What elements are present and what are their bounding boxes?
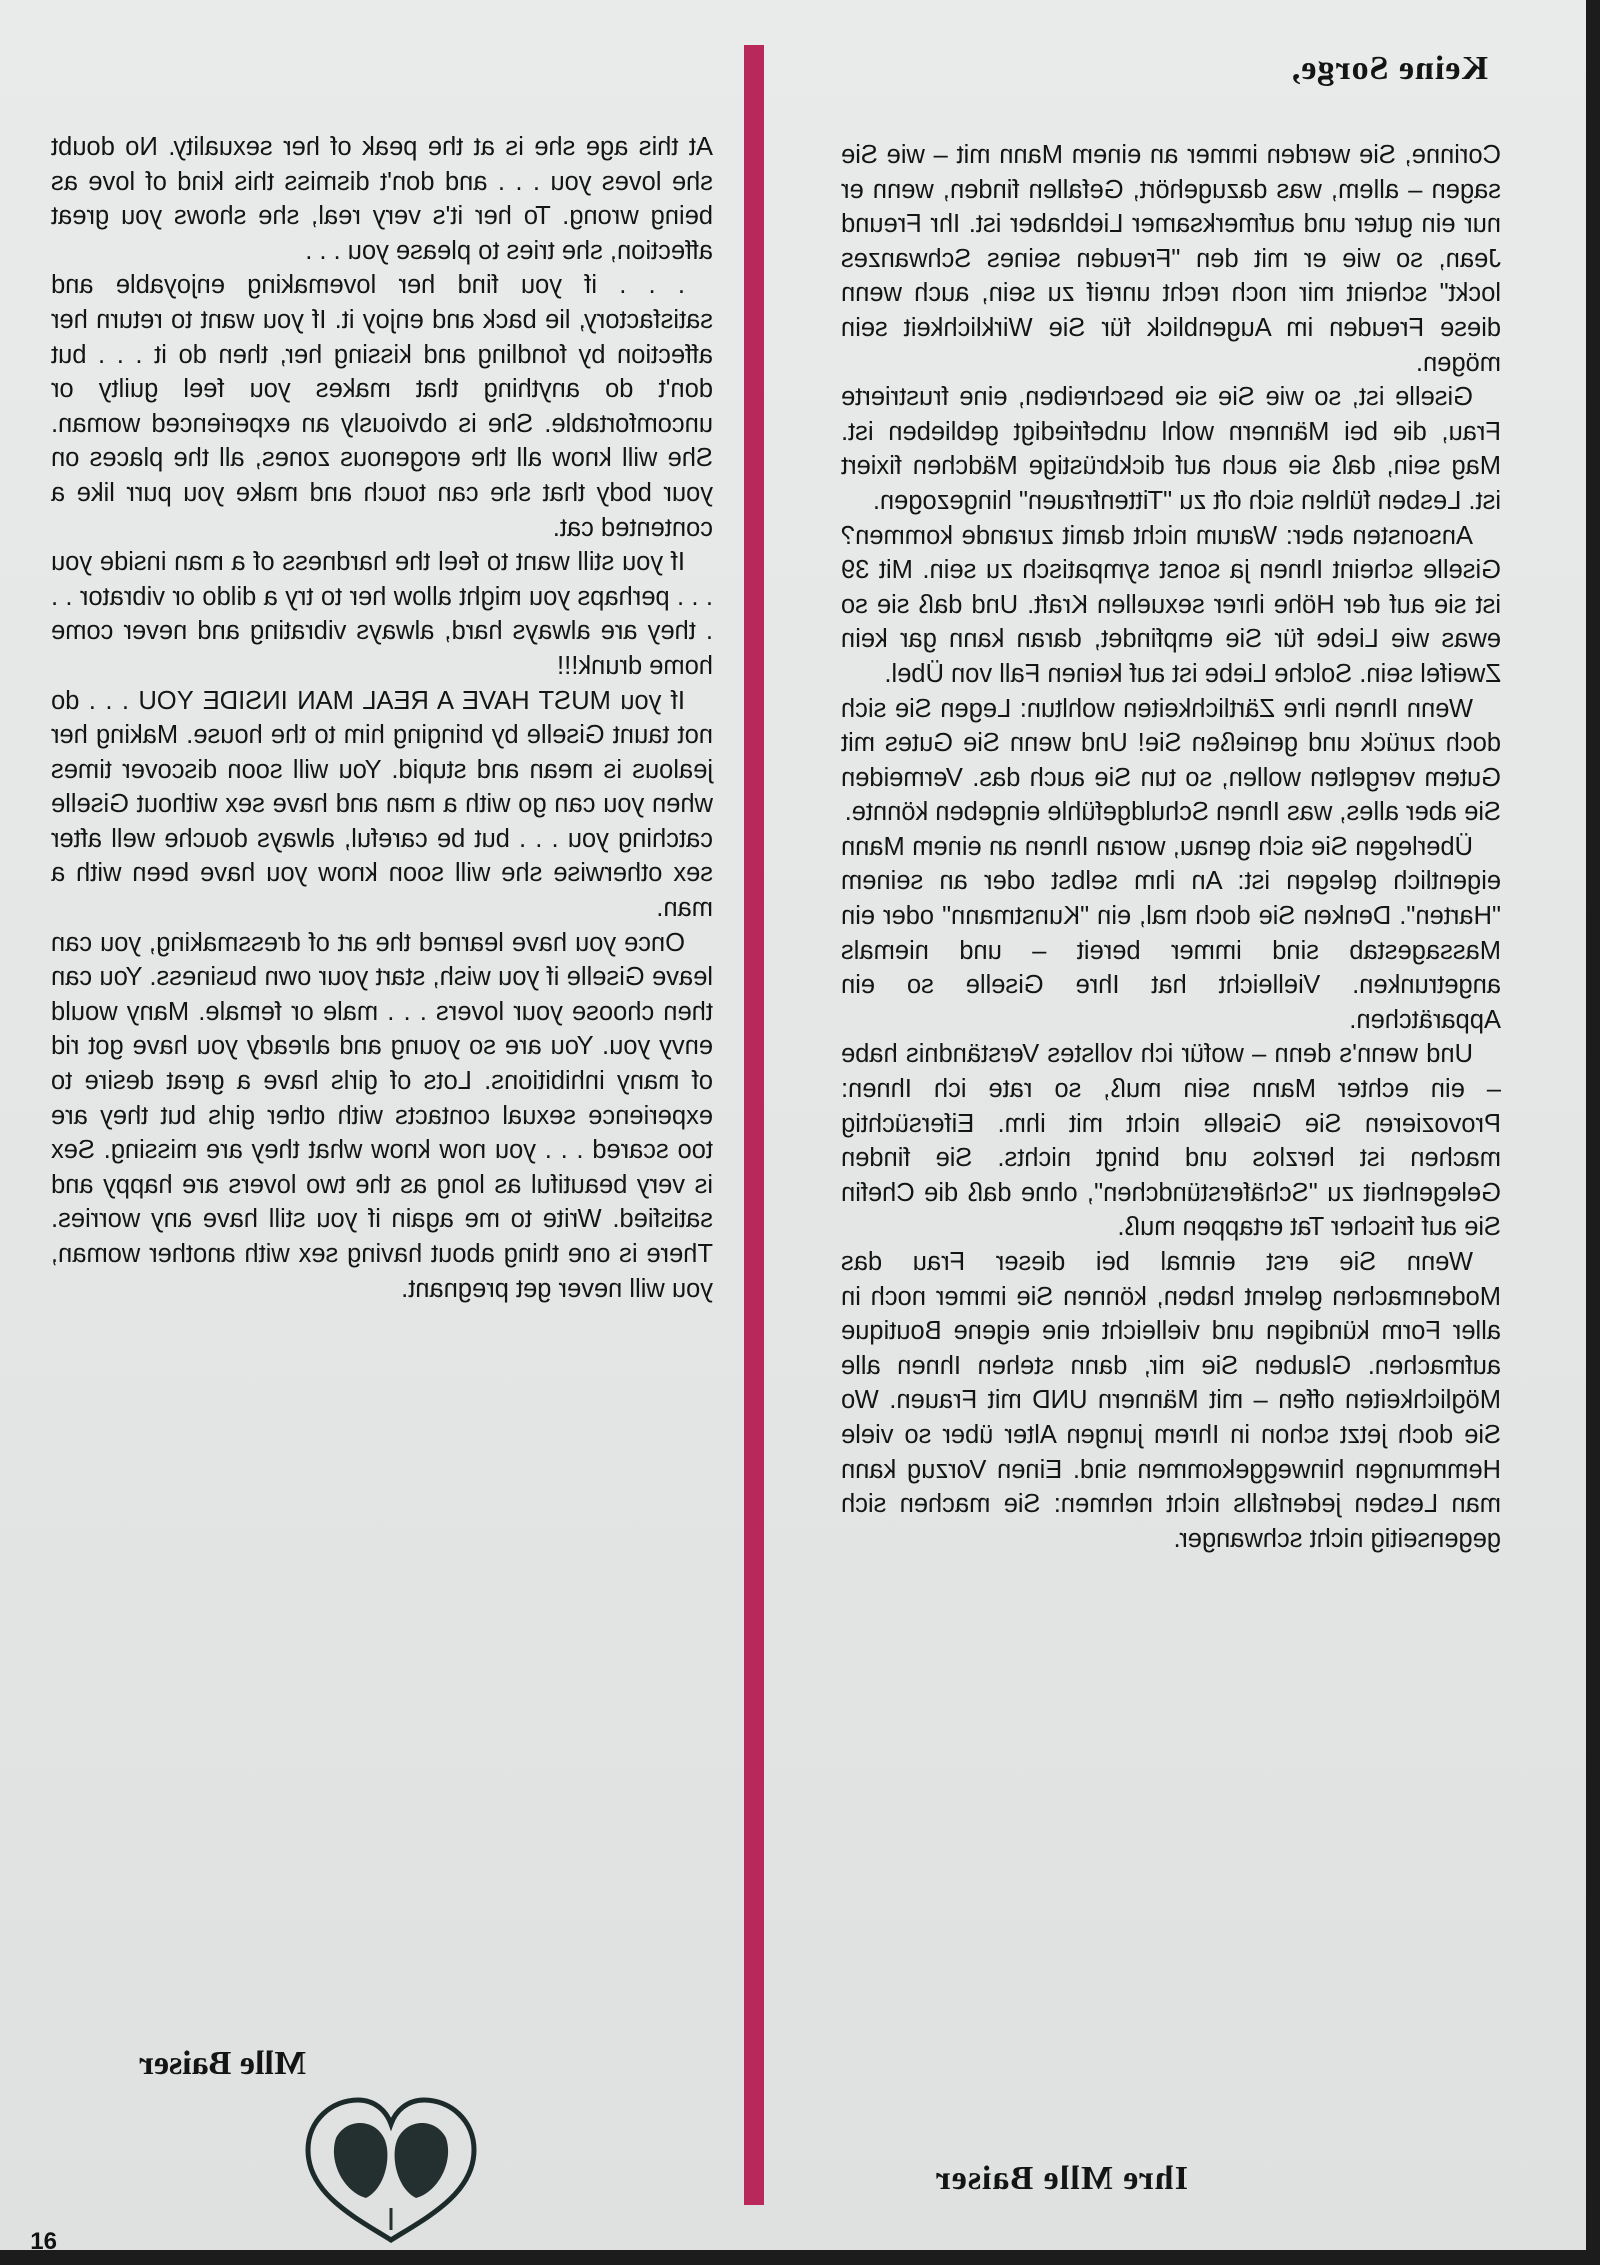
- column-divider-rule: [744, 45, 764, 2205]
- page-number: 16: [30, 2228, 57, 2250]
- german-paragraph: Und wenn's denn – wofür ich vollstes Verständnis habe – ein echter Mann sein muß, so rate ich Ihnen: Provozieren Sie Giselle nicht mit ihm. Eifersüchtig machen ist herzlos und bringt nichts. Sie finden Gelegenheit zu "Schäferstündchen", ohne daß die Chefin Sie auf frischer Tat ertappen muß.: [841, 1040, 1501, 1242]
- english-paragraph: Once you have learned the art of dressmaking, you can leave Giselle if you wish, start your own business. You can then choose your lovers . . . male or female. Many would envy you. You are so young and already you have got rid of many inhibitions. Lots of girls have a great desire to experience sexual contacts with other girls but they are too scared . . . you now know what they are missing. Sex is very beautiful as long as the two lovers are happy and satisfied. Write to me again if you still have any worries. There is one thing about having sex with another woman, you will never get pregnant.: [51, 928, 713, 1303]
- english-signature: Mlle Baiser: [138, 2045, 306, 2082]
- german-paragraph: Giselle ist, so wie Sie sie beschreiben, eine frustrierte Frau, die bei Männern wohl unbefriedigt geblieben ist. Mag sein, daß sie auch auf dickbrüstige Mädchen fixiert ist. Lesben fühlen sich oft zu "Tittenfrauen" hingezogen.: [841, 383, 1501, 515]
- english-paragraph: At this age she is at the peak of her sexuality. No doubt she loves you . . . and don't dismiss this kind of love as being wrong. To her it's very real, she shows you great affection, she tries to please you . . .: [51, 133, 713, 265]
- german-column: [841, 138, 1501, 1556]
- english-paragraph: If you MUST HAVE A REAL MAN INSIDE YOU . . . do not taunt Giselle by bringing him to the house. Making her jealous is mean and stupid. You will soon discover times when you can go with a man and have sex without Giselle catching you . . . but be careful, always douche well after sex otherwise she will soon know you have been with a man.: [51, 686, 713, 923]
- german-paragraph: Ansonsten aber: Warum nicht damit zurande kommen? Giselle scheint Ihnen ja sonst sympatisch zu sein. Mit 39 ist sie auf der Höhe ihrer sexuellen Kraft. Und daß sie so ewas wie Liebe für Sie empfindet, daran kann gar kein Zweifel sein. Solche Liebe ist auf keinen Fall von Übel.: [841, 521, 1501, 688]
- german-greeting: Keine Sorge,: [1290, 50, 1488, 87]
- english-column: [51, 130, 713, 1306]
- german-paragraph: Wenn Ihnen ihre Zärtlichkeiten wohltun: Legen Sie sich doch zurück und genießen Sie! Und wenn Sie Gutes mit Gutem vergelten wollen, so tun Sie auch das. Vermeiden Sie aber alles, was Ihnen Schuldgefühle eingeben könnte.: [841, 694, 1501, 827]
- english-paragraph: If you still want to feel the hardness of a man inside you . . . perhaps you might allow her to try a dildo or vibrator . . . they are always hard, always vibrating and never come home drunk!!!: [51, 548, 713, 680]
- german-paragraph: Überlegen Sie sich genau, woran Ihnen an einem Mann eigentlich gelegen ist: An ihm selbst oder an seinem "Harten". Denken Sie doch mal, ein "Kunstmann" oder ein Massagestab sind immer bereit – und niemals angetrunken. Vielleicht hat Ihre Giselle so ein Apparätchen.: [841, 832, 1501, 1034]
- english-paragraph: . . . if you find her lovemaking enjoyable and satisfactory, lie back and enjoy it. If you want to return her affection by fondling and kissing her, then do it . . . but don't do anything that makes you feel guilty or uncomfortable. She is obviously an experienced woman. She will know all the erogenous zones, all the places on your body that she can touch and make you purr like a contented cat.: [51, 271, 713, 542]
- german-paragraph: Corinne, Sie werden immer an einem Mann mit – wie Sie sagen – allem, was dazugehört, Gefallen finden, wenn er nur ein guter und aufmerksamer Liebhaber ist. Ihr Freund Jean, so wie er mit den "Freuden seines Schwanzes lockt" scheint mir noch recht unreif zu sein, auch wenn diese Freuden im Augenblick für Sie Wirklichkeit sein mögen.: [841, 141, 1501, 377]
- heart-emblem-icon: [296, 2090, 486, 2250]
- german-paragraph: Wenn Sie erst einmal bei dieser Frau das Modenmachen gelernt haben, können Sie immer noch in aller Form kündigen und vielleicht eine eigene Boutique aufmachen. Glauben Sie mir, dann stehen Ihnen alle Möglichkeiten offen – mit Männern UND mit Frauen. Wo Sie doch jetzt schon in Ihrem jungen Alter über so viele Hemmungen hinweggekommen sind. Einen Vorzug kann man Lesben jedenfalls nicht nehmen: Sie machen sich gegenseitig nicht schwanger.: [841, 1248, 1501, 1553]
- german-signature: Ihre Mlle Baiser: [934, 2160, 1188, 2197]
